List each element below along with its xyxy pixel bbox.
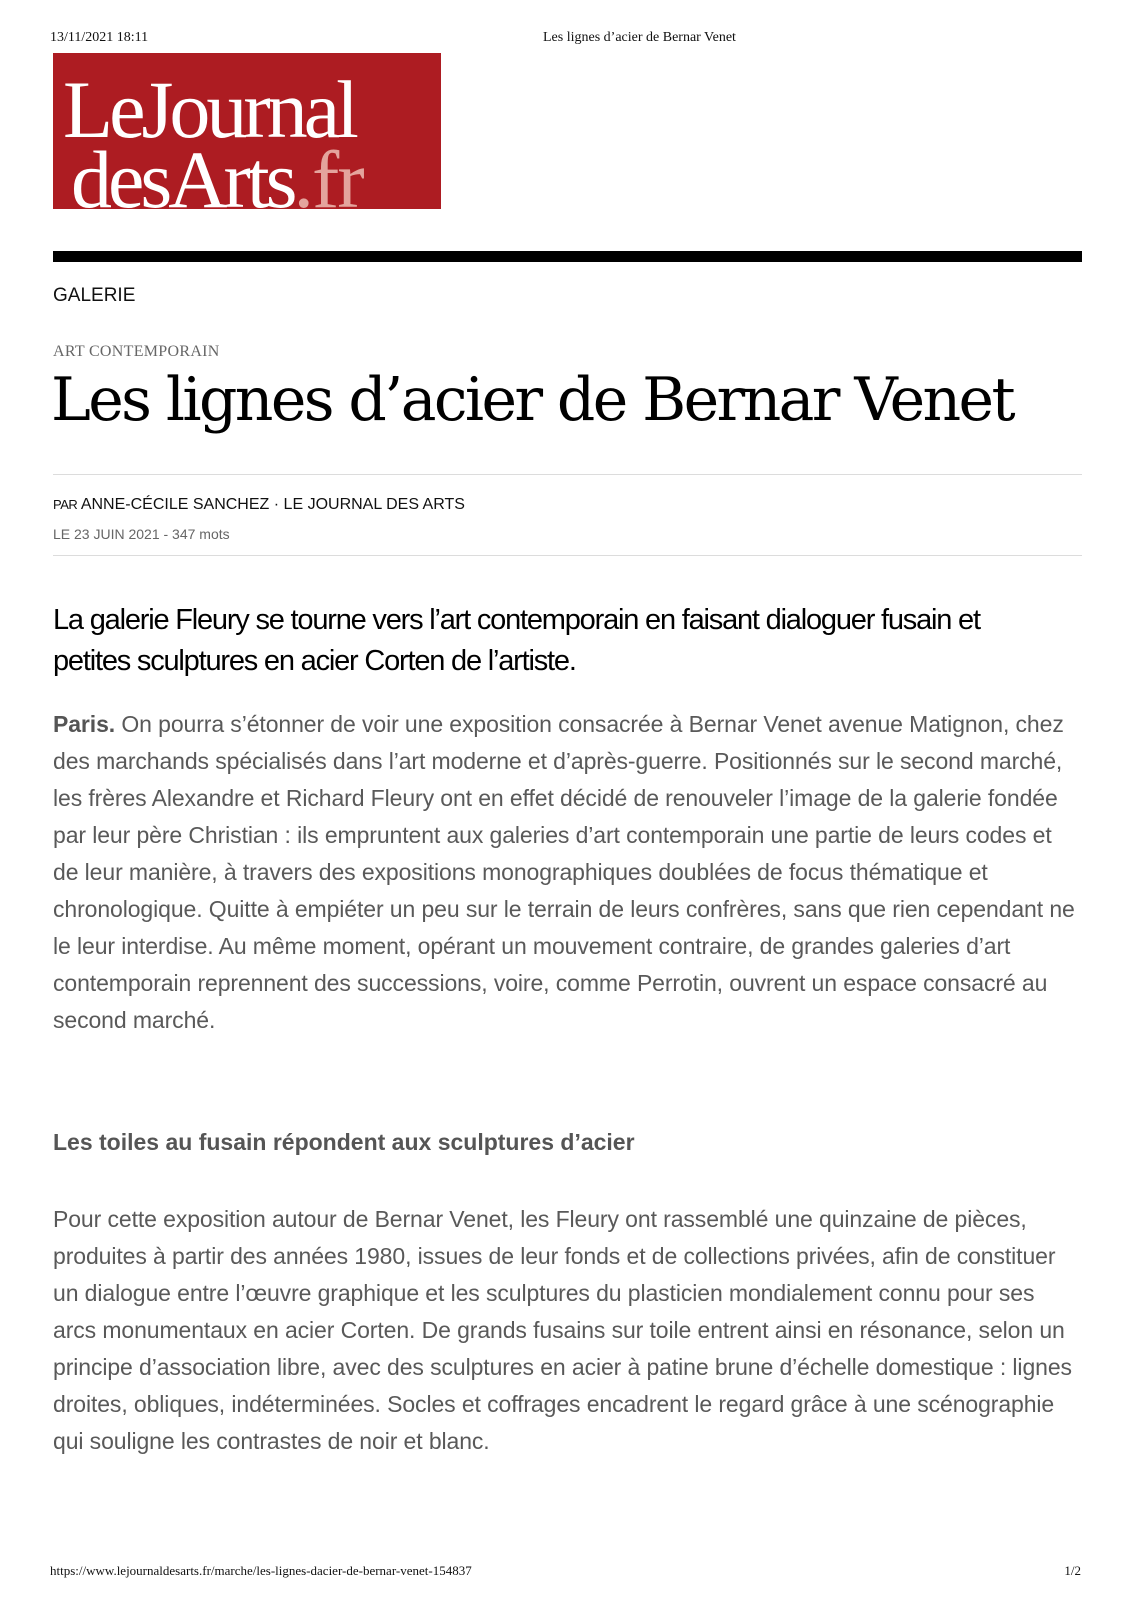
article-meta: LE 23 JUIN 2021 - 347 mots [53, 526, 230, 542]
byline-top-divider [53, 474, 1082, 475]
logo-line-2-text: desArts [71, 134, 294, 209]
logo-tld: .fr [293, 134, 363, 209]
paragraph-1-lead: Paris. [53, 711, 116, 737]
article-subhead: Les toiles au fusain répondent aux sculptures d’acier [53, 1129, 635, 1155]
article-paragraph-1 [53, 706, 1083, 1039]
article-headline: Les lignes d’acier de Bernar Venet [51, 365, 1013, 435]
print-datetime: 13/11/2021 18:11 [50, 30, 149, 45]
logo-line-1: LeJournal [63, 64, 355, 155]
article-kicker[interactable]: ART CONTEMPORAIN [53, 343, 220, 360]
section-label[interactable]: GALERIE [53, 285, 136, 306]
article-lede: La galerie Fleury se tourne vers l’art contemporain en faisant dialoguer fusain et petites sculptures en acier Corten de l’artiste. [53, 604, 980, 677]
byline-separator: · [273, 496, 280, 513]
article-paragraph-2: Pour cette exposition autour de Bernar Venet, les Fleury ont rassemblé une quinzaine de pièces, produites à partir des années 1980, issues de leur fonds et de collections privées, afin de constituer un dialogue entre l’œuvre graphique et les sculptures du plasticien mondialement connu pour ses arcs monumentaux en acier Corten. De grands fusains sur toile entrent ainsi en résonance, selon un principe d’association libre, avec des sculptures en acier à patine brune d’échelle domestique : lignes droites, obliques, indéterminées. Socles et coffrages encadrent le regard grâce à une scénographie qui souligne les contrastes de noir et blanc. [53, 1206, 1072, 1454]
byline-prefix: PAR [53, 497, 78, 512]
article-byline [53, 496, 465, 514]
logo-line-2 [71, 134, 363, 209]
print-page-number: 1/2 [1064, 1563, 1081, 1578]
print-title: Les lignes d’acier de Bernar Venet [543, 30, 736, 45]
print-header [50, 30, 1081, 50]
byline-bottom-divider [53, 555, 1082, 556]
header-divider [53, 251, 1082, 262]
byline-author[interactable]: ANNE-CÉCILE SANCHEZ [80, 496, 270, 513]
print-url[interactable]: https://www.lejournaldesarts.fr/marche/les-lignes-dacier-de-bernar-venet-154837 [50, 1563, 472, 1578]
paragraph-1-text: On pourra s’étonner de voir une exposition consacrée à Bernar Venet avenue Matignon, chez des marchands spécialisés dans l’art moderne et d’après-guerre. Positionnés sur le second marché, les frères Alexandre et Richard Fleury ont en effet décidé de renouveler l’image de la galerie fondée par leur père Christian : ils empruntent aux galeries d’art contemporain une partie de leurs codes et de leur manière, à travers des expositions monographiques doublées de focus thématique et chronologique. Quitte à empiéter un peu sur le terrain de leurs confrères, sans que rien cependant ne le leur interdise. Au même moment, opérant un mouvement contraire, de grandes galeries d’art contemporain reprennent des successions, voire, comme Perrotin, ouvrent un espace consacré au second marché. [53, 711, 1075, 1033]
site-logo[interactable] [53, 53, 441, 209]
byline-publication: LE JOURNAL DES ARTS [283, 496, 465, 513]
